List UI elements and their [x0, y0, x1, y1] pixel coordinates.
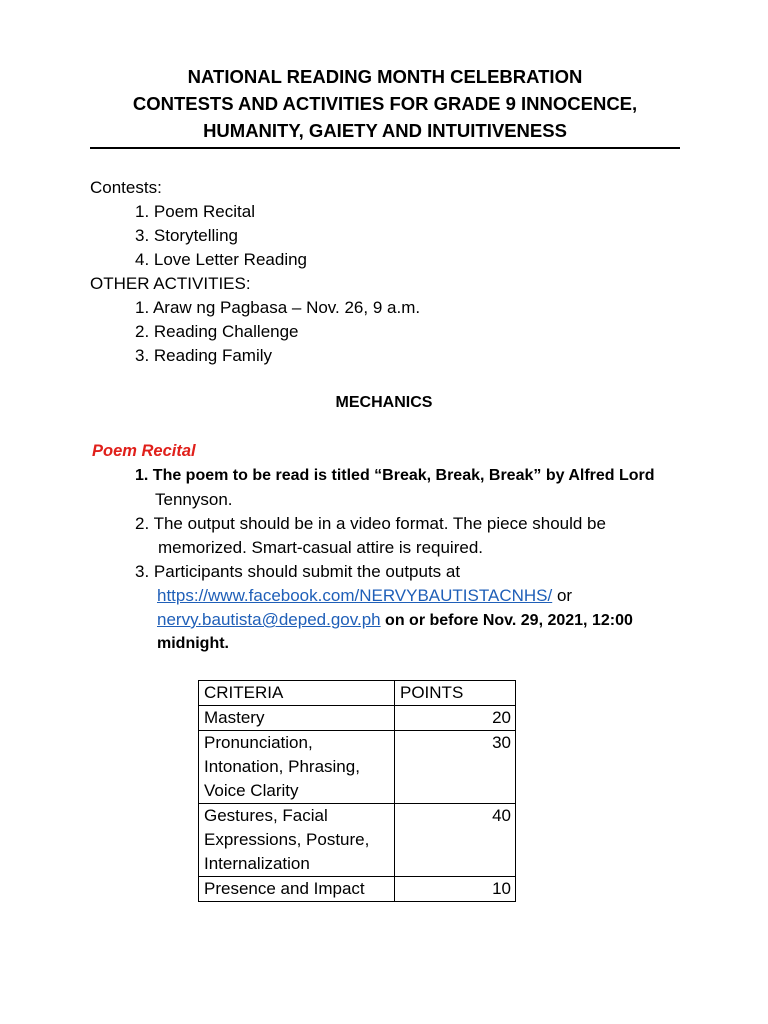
deadline-text: on or before Nov. 29, 2021, 12:00 [380, 612, 633, 629]
criteria-text: Voice Clarity [204, 781, 299, 800]
email-link[interactable]: nervy.bautista@deped.gov.ph [157, 610, 381, 629]
criteria-cell [199, 804, 395, 877]
criteria-text: Internalization [204, 854, 310, 873]
rule-1-line-2: Tennyson. [155, 490, 233, 509]
rule-3-line-1: 3. Participants should submit the outputs at [135, 562, 461, 581]
facebook-link[interactable]: https://www.facebook.com/NERVYBAUTISTACNHS/ [157, 586, 553, 605]
title-line-3: HUMANITY, GAIETY AND INTUITIVENESS [203, 120, 567, 141]
table-row [199, 706, 516, 731]
criteria-header: CRITERIA [199, 681, 395, 706]
rule-3-line-3 [157, 608, 633, 633]
other-activities-label: OTHER ACTIVITIES: [90, 274, 251, 293]
criteria-text: Presence and Impact [204, 879, 365, 898]
table-row [199, 731, 516, 804]
contest-item-2: 3. Storytelling [135, 226, 238, 245]
title-line-1: NATIONAL READING MONTH CELEBRATION [187, 66, 583, 87]
title-divider [90, 147, 680, 149]
criteria-text: Pronunciation, [204, 733, 313, 752]
criteria-table [198, 680, 516, 902]
criteria-cell [199, 706, 395, 731]
points-cell: 30 [395, 731, 516, 804]
activity-item-1: 1. Araw ng Pagbasa – Nov. 26, 9 a.m. [135, 298, 421, 317]
criteria-text: Gestures, Facial [204, 806, 328, 825]
table-row [199, 804, 516, 877]
title-line-2: CONTESTS AND ACTIVITIES FOR GRADE 9 INNOCENCE, [132, 93, 638, 114]
rule-1-line-1: 1. The poem to be read is titled “Break, Break, Break” by Alfred Lord [135, 467, 655, 484]
rule-2-line-1: 2. The output should be in a video format. The piece should be [135, 514, 606, 533]
points-cell: 40 [395, 804, 516, 877]
document-title [90, 63, 680, 144]
activity-item-3: 3. Reading Family [135, 346, 273, 365]
rule-2-line-2: memorized. Smart-casual attire is required. [158, 538, 484, 557]
activity-item-2: 2. Reading Challenge [135, 322, 299, 341]
rule-3-line-2 [157, 584, 572, 608]
points-cell: 10 [395, 877, 516, 902]
points-cell: 20 [395, 706, 516, 731]
rule-3-line-4: midnight. [157, 635, 229, 652]
contests-label: Contests: [90, 178, 162, 197]
table-header-row [199, 681, 516, 706]
contest-item-3: 4. Love Letter Reading [135, 250, 308, 269]
criteria-cell [199, 731, 395, 804]
table-row [199, 877, 516, 902]
criteria-text: Expressions, Posture, [204, 830, 370, 849]
criteria-cell [199, 877, 395, 902]
criteria-text: Mastery [204, 708, 265, 727]
or-text: or [552, 586, 573, 605]
points-header: POINTS [395, 681, 516, 706]
poem-recital-title: Poem Recital [92, 442, 196, 460]
contest-item-1: 1. Poem Recital [135, 202, 255, 221]
criteria-text: Intonation, Phrasing, [204, 757, 360, 776]
mechanics-heading: MECHANICS [335, 394, 433, 411]
